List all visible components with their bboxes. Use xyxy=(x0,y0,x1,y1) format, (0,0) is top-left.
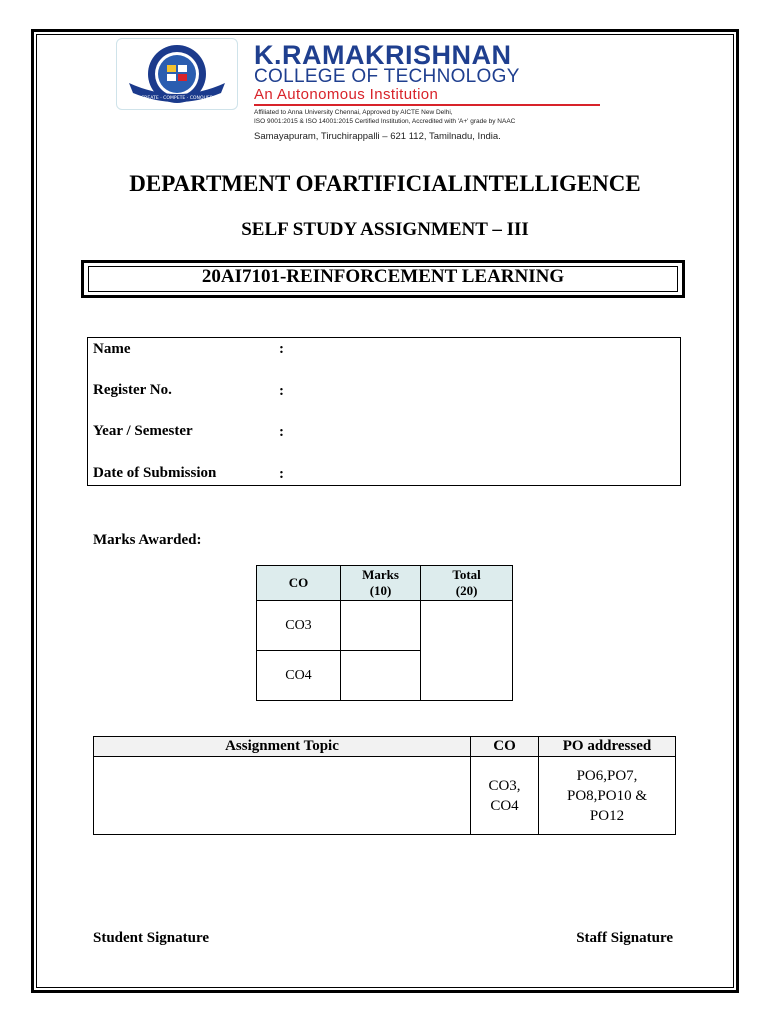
marks-total-cell xyxy=(421,601,513,701)
marks-cell-co3 xyxy=(340,601,420,651)
department-title: DEPARTMENT OFARTIFICIALINTELLIGENCE xyxy=(129,171,641,196)
date-of-submission-colon: : xyxy=(279,466,284,482)
assignment-topic-table xyxy=(93,736,676,835)
logo-motto: CREATE · COMPETE · CONQUER xyxy=(140,96,214,101)
name-colon: : xyxy=(279,341,284,357)
affiliation-line-1: Affiliated to Anna University Chennai, Approved by AICTE New Delhi, xyxy=(254,109,453,116)
topic-table-row xyxy=(94,757,676,835)
college-logo xyxy=(116,38,238,110)
marks-row-co4-label: CO4 xyxy=(257,651,341,701)
course-title: 20AI7101-REINFORCEMENT LEARNING xyxy=(201,266,565,287)
marks-col-total-line2: (20) xyxy=(455,583,478,598)
header-divider xyxy=(254,104,600,106)
topic-co-line1: CO3, xyxy=(488,777,521,794)
marks-col-total xyxy=(421,566,513,601)
assignment-title: SELF STUDY ASSIGNMENT – III xyxy=(241,219,529,240)
topic-col-co: CO xyxy=(471,737,539,757)
marks-col-marks xyxy=(340,566,420,601)
college-name: K.RAMAKRISHNAN xyxy=(254,40,512,70)
register-no-label: Register No. xyxy=(93,382,172,398)
topic-po-line1: PO6,PO7, xyxy=(576,767,638,784)
topic-table-header xyxy=(94,737,676,757)
topic-col-topic: Assignment Topic xyxy=(94,737,471,757)
student-info-box xyxy=(87,337,681,486)
topic-col-po: PO addressed xyxy=(539,737,676,757)
college-subtitle: COLLEGE OF TECHNOLOGY xyxy=(254,66,520,87)
register-no-colon: : xyxy=(279,383,284,399)
topic-po-line3: PO12 xyxy=(589,807,625,824)
marks-col-total-line1: Total xyxy=(452,567,481,582)
college-affiliation xyxy=(254,108,515,126)
affiliation-line-2: ISO 9001:2015 & ISO 14001:2015 Certified Institution, Accredited with 'A+' grade by NAAC xyxy=(254,118,516,125)
marks-row-co3-label: CO3 xyxy=(257,601,341,651)
marks-table-header xyxy=(257,566,513,601)
student-signature-label: Student Signature xyxy=(93,930,210,946)
topic-co-cell xyxy=(471,757,539,835)
marks-table xyxy=(256,565,513,701)
college-tagline: An Autonomous Institution xyxy=(254,86,439,103)
marks-col-marks-line1: Marks xyxy=(362,567,399,582)
marks-awarded-heading: Marks Awarded: xyxy=(93,532,202,548)
date-of-submission-label: Date of Submission xyxy=(93,465,217,481)
marks-col-co: CO xyxy=(257,566,341,601)
college-address: Samayapuram, Tiruchirappalli – 621 112, Tamilnadu, India. xyxy=(254,131,501,142)
marks-cell-co4 xyxy=(340,651,420,701)
marks-col-marks-line2: (10) xyxy=(369,583,392,598)
staff-signature-label: Staff Signature xyxy=(576,930,673,946)
marks-row-co3 xyxy=(257,601,513,651)
year-semester-label: Year / Semester xyxy=(93,423,193,439)
year-semester-colon: : xyxy=(279,424,284,440)
topic-co-line2: CO4 xyxy=(490,797,519,814)
name-label: Name xyxy=(93,341,131,357)
topic-po-cell xyxy=(539,757,676,835)
topic-cell xyxy=(94,757,471,835)
topic-po-line2: PO8,PO10 & xyxy=(566,787,648,804)
